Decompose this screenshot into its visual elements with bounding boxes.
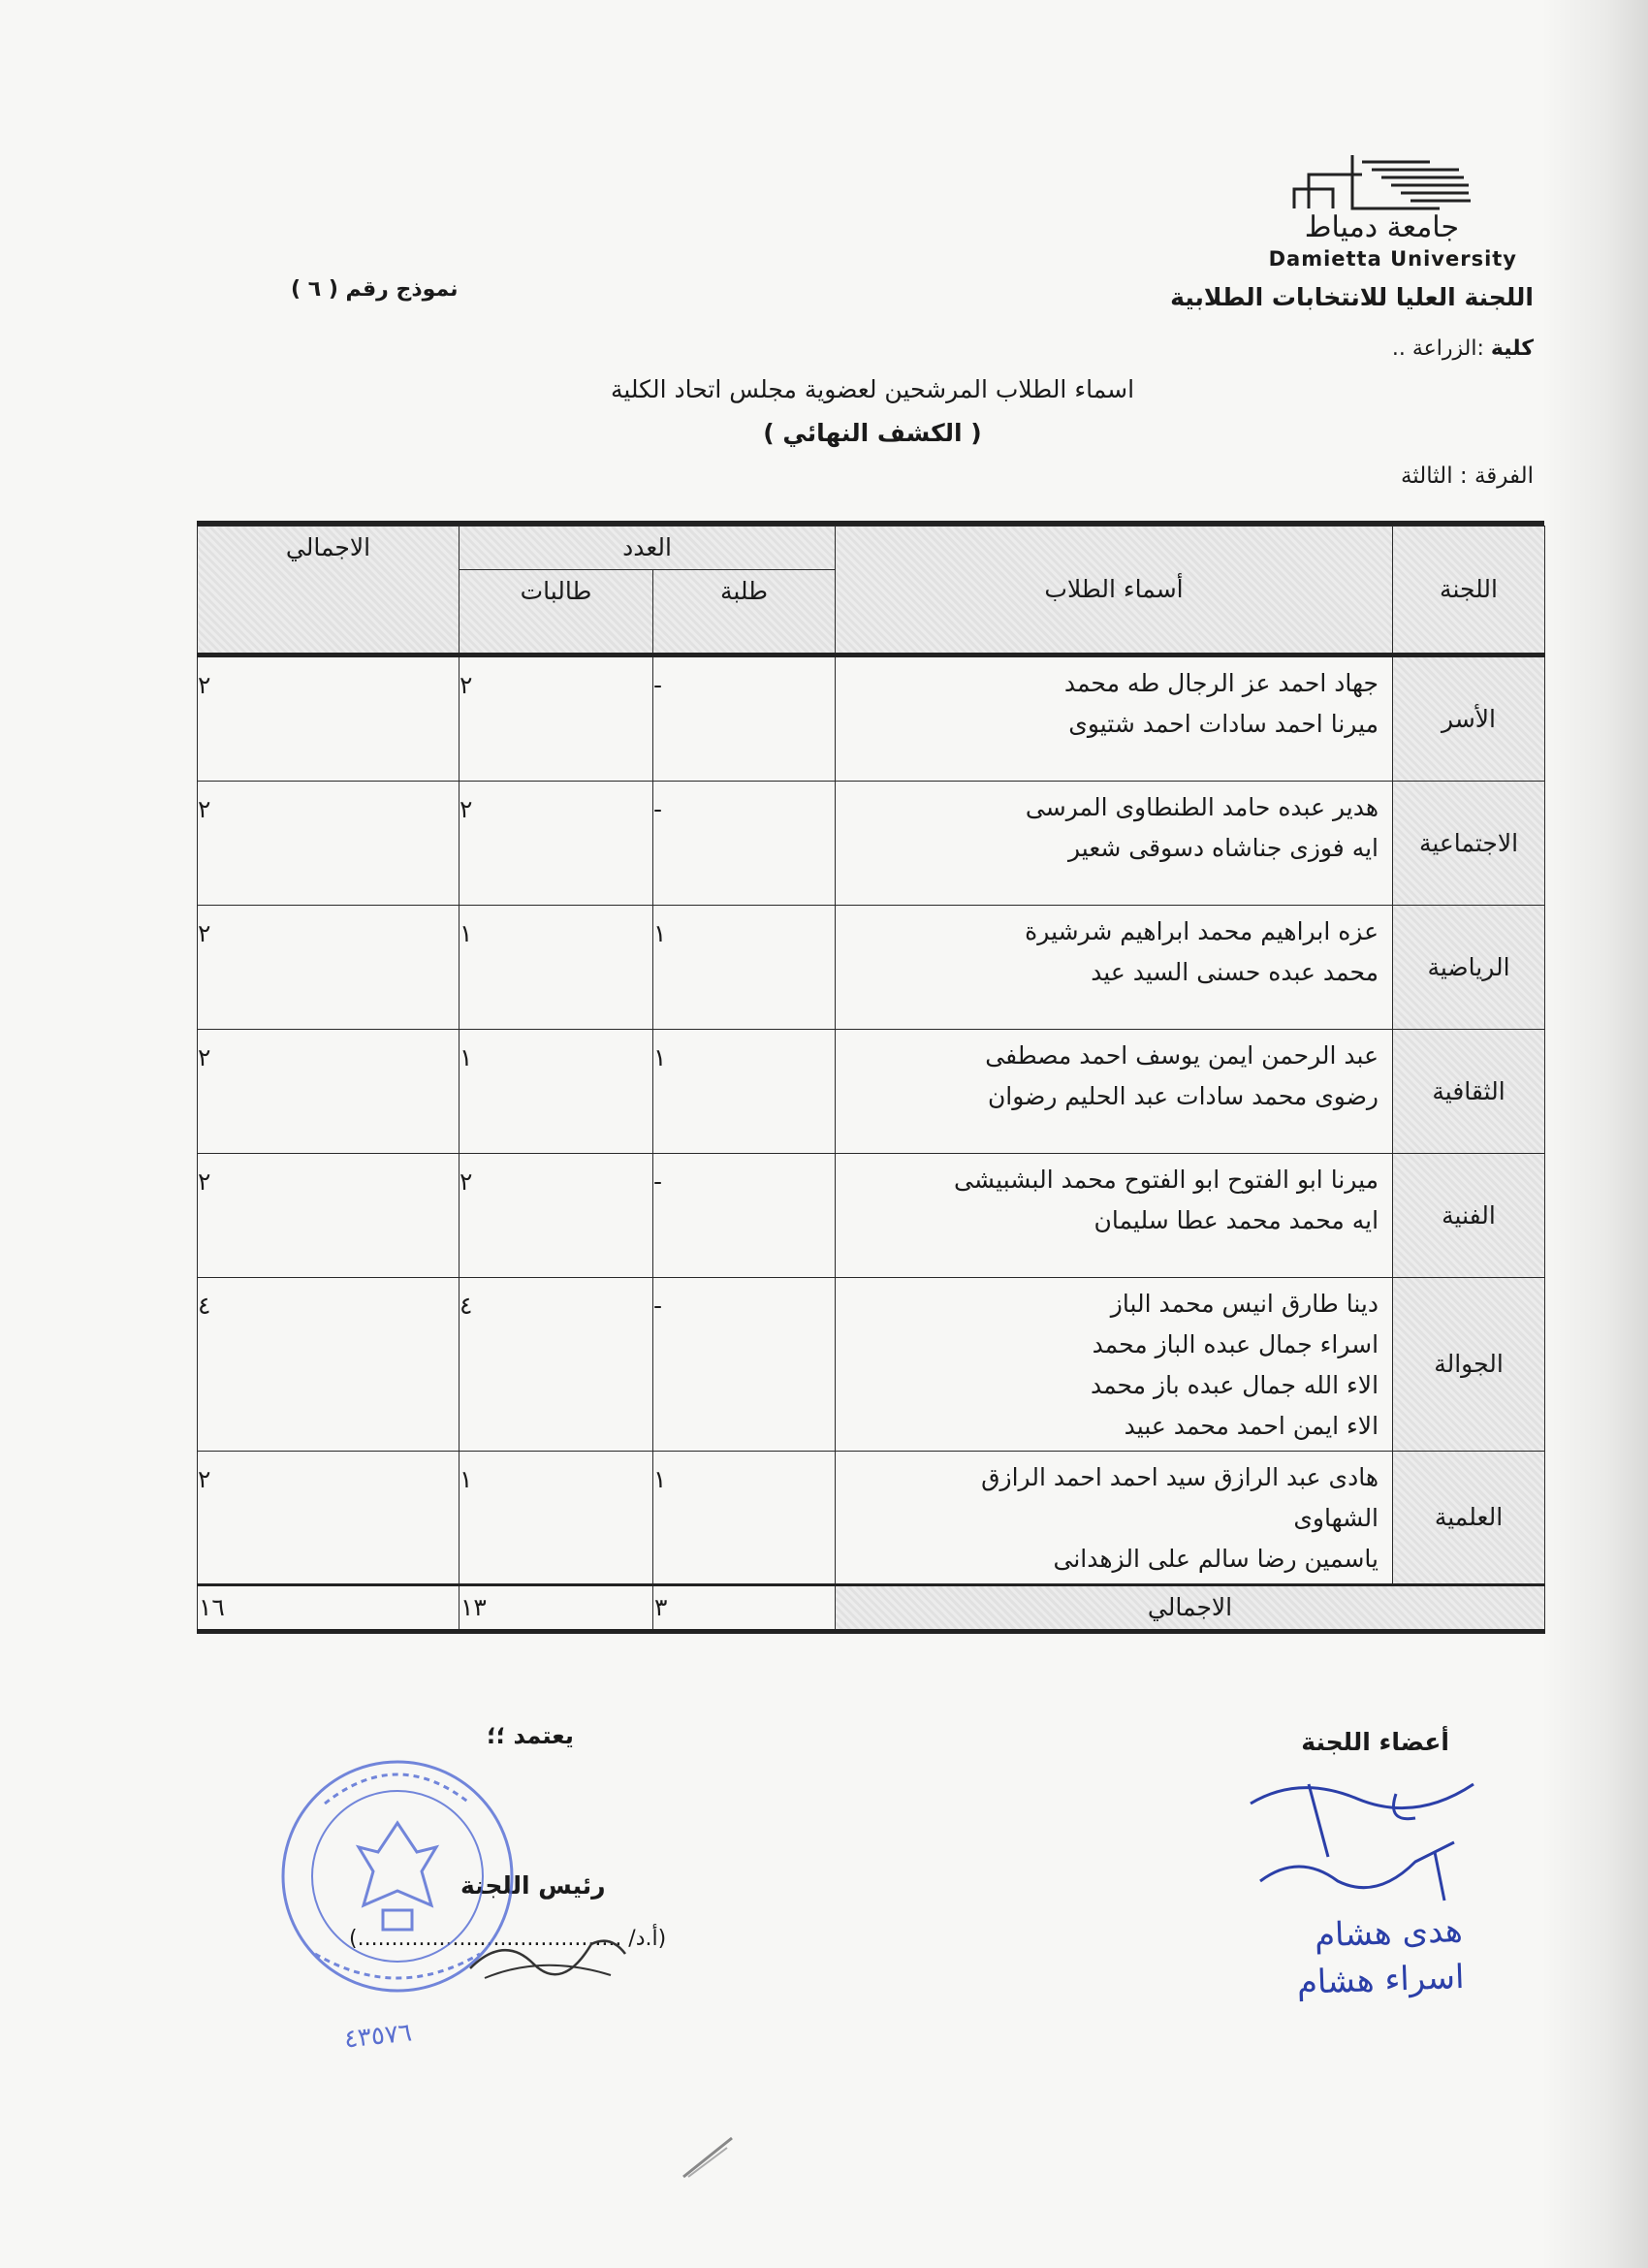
totals-female: ١٣ [460,1585,653,1632]
row-total: ٢ [198,1452,460,1585]
male-count: - [653,1278,836,1452]
student-name: ايه محمد محمد عطا سليمان [1093,1206,1379,1234]
male-count: - [653,1154,836,1278]
handwritten-names [1295,1907,1466,2006]
candidates-table [197,526,1545,1634]
pen-mark-icon [679,2133,737,2182]
faculty-label: كلية [1490,336,1534,361]
table-row [198,782,1545,906]
totals-grand: ١٦ [198,1585,460,1632]
female-count: ٤ [460,1278,653,1452]
names-cell [836,906,1393,1030]
header-female: طالبات [460,570,653,655]
form-number: نموذج رقم ( ٦ ) [291,277,459,302]
handwritten-name: اسراء هشام [1296,1957,1466,2002]
faculty-value: :الزراعة .. [1391,336,1484,361]
student-name: الاء الله جمال عبده باز محمد [1090,1371,1379,1399]
header-male: طلبة [653,570,836,655]
row-total: ٢ [198,1154,460,1278]
names-cell [836,1154,1393,1278]
male-count: ١ [653,1452,836,1585]
committee-cell: الجوالة [1393,1278,1545,1452]
table-row [198,906,1545,1030]
members-signatures-icon [1241,1765,1493,1910]
committee-cell: الثقافية [1393,1030,1545,1154]
document-subtitle: ( الكشف النهائي ) [763,419,982,447]
male-count: ١ [653,906,836,1030]
row-total: ٢ [198,906,460,1030]
names-cell [836,1030,1393,1154]
student-name: رضوى محمد سادات عبد الحليم رضوان [987,1082,1379,1110]
logo-arabic-text: جامعة دمياط [1304,210,1459,244]
female-count: ١ [460,1452,653,1585]
table-row [198,1154,1545,1278]
student-name: عبد الرحمن ايمن يوسف احمد مصطفى [985,1041,1379,1070]
document-title: اسماء الطلاب المرشحين لعضوية مجلس اتحاد الكلية [610,375,1135,403]
student-name: هدير عبده حامد الطنطاوى المرسى [1025,793,1379,821]
names-cell [836,1452,1393,1585]
table-row [198,1278,1545,1452]
committee-cell: الأسر [1393,655,1545,782]
student-name: دينا طارق انيس محمد الباز [1110,1290,1379,1318]
committee-cell: الرياضية [1393,906,1545,1030]
student-name: محمد عبده حسنى السيد عيد [1091,958,1379,986]
female-count: ١ [460,1030,653,1154]
student-name: اسراء جمال عبده الباز محمد [1092,1330,1379,1358]
approved-label: يعتمد ؛؛ [487,1722,574,1749]
header-names: أسماء الطلاب [836,527,1393,655]
student-name: الشهاوى [1293,1504,1379,1532]
header-count: العدد [460,527,836,570]
faculty-line [1392,336,1534,361]
totals-male: ٣ [653,1585,836,1632]
names-cell [836,782,1393,906]
row-total: ٢ [198,782,460,906]
female-count: ٢ [460,782,653,906]
names-cell [836,1278,1393,1452]
committee-cell: الاجتماعية [1393,782,1545,906]
university-logo [1217,150,1517,276]
female-count: ٢ [460,1154,653,1278]
row-total: ٤ [198,1278,460,1452]
totals-row [198,1585,1545,1632]
logo-english-text: Damietta University [1268,247,1517,271]
row-total: ٢ [198,655,460,782]
names-cell [836,655,1393,782]
row-total: ٢ [198,1030,460,1154]
female-count: ١ [460,906,653,1030]
male-count: - [653,782,836,906]
table-header-row [198,527,1545,570]
totals-label: الاجمالي [836,1585,1545,1632]
student-name: عزه ابراهيم محمد ابراهيم شرشيرة [1025,917,1379,945]
handwritten-name: هدى هشام [1314,1911,1464,1956]
student-name: ميرنا احمد سادات احمد شتيوى [1068,710,1379,738]
committee-cell: العلمية [1393,1452,1545,1585]
stamp-number: ٤٣٥٧٦ [342,2018,414,2055]
committee-members-label: أعضاء اللجنة [1301,1728,1449,1756]
table-row [198,1452,1545,1585]
student-name: ميرنا ابو الفتوح ابو الفتوح محمد البشبيشى [954,1166,1379,1194]
scan-edge-shadow [1541,0,1648,2268]
header-total: الاجمالي [198,527,460,655]
committee-heading: اللجنة العليا للانتخابات الطلابية [1170,283,1534,311]
male-count: - [653,655,836,782]
header-committee: اللجنة [1393,527,1545,655]
male-count: ١ [653,1030,836,1154]
table-row [198,1030,1545,1154]
student-name: ياسمين رضا سالم على الزهدانى [1053,1545,1379,1573]
candidates-table-wrapper [187,521,1544,1634]
student-name: هادى عبد الرازق سيد احمد احمد الرازق [981,1463,1379,1491]
committee-chair-label: رئيس اللجنة [460,1871,606,1900]
table-row [198,655,1545,782]
committee-cell: الفنية [1393,1154,1545,1278]
chair-signature-icon [465,1915,630,1993]
student-name: جهاد احمد عز الرجال طه محمد [1063,669,1379,697]
female-count: ٢ [460,655,653,782]
student-name: الاء ايمن احمد محمد عبيد [1124,1412,1379,1440]
level-line: الفرقة : الثالثة [1400,463,1534,489]
professor-signature-line: (أ.د/ .......................................) [349,1927,667,1951]
student-name: ايه فوزى جناشاه دسوقى شعير [1068,834,1379,862]
